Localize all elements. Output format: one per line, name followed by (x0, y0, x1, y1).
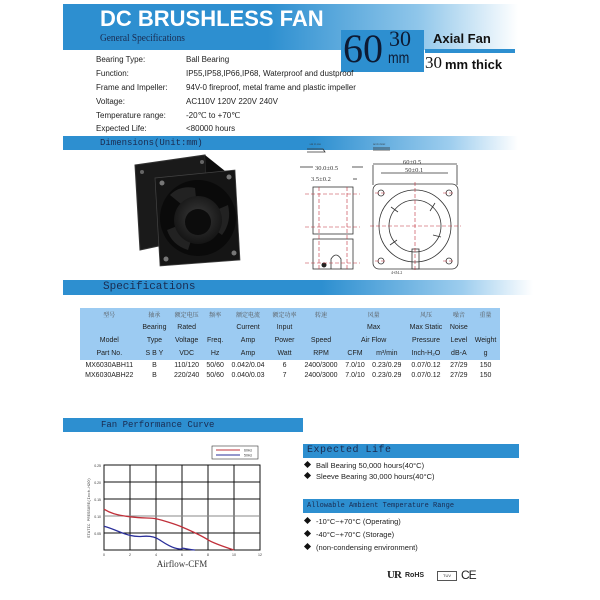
size-depth: 30 (389, 26, 411, 51)
size-unit: mm (388, 50, 410, 67)
svg-text:0.20: 0.20 (94, 481, 101, 485)
spec-value: AC110V 120V 220V 240V (186, 97, 278, 106)
airflow-label: AIR FLOW (309, 143, 322, 146)
svg-text:12: 12 (258, 553, 262, 557)
x-axis-label: Airflow-CFM (156, 559, 208, 569)
svg-text:3.5±0.2: 3.5±0.2 (311, 176, 331, 183)
tuv-cert-icon: TUV (437, 571, 457, 581)
svg-text:30.0±0.5: 30.0±0.5 (315, 165, 339, 172)
expected-life-heading: Expected Life (307, 445, 392, 456)
spec-row-temperature (96, 111, 240, 120)
spec-label: Voltage: (96, 97, 125, 106)
svg-text:60±0.5: 60±0.5 (403, 159, 422, 166)
col-header: 噪音 (447, 308, 472, 321)
col-header: 频率 (203, 308, 227, 321)
performance-section-bar (63, 418, 303, 432)
bullet-icon (304, 517, 311, 524)
bullet-icon (304, 461, 311, 468)
product-title: DC BRUSHLESS FAN (100, 6, 324, 31)
col-header: 重量 (471, 308, 500, 321)
thickness-number: 30 (425, 53, 442, 72)
svg-text:ROTATION: ROTATION (373, 143, 386, 146)
svg-text:10: 10 (232, 553, 236, 557)
performance-heading: Fan Performance Curve (101, 420, 215, 430)
table-header-row-units: Part No. S B Y VDC Hz Amp Watt RPM CFM m³/min Inch-H₂O dB-A g (80, 347, 500, 360)
list-item: -40°C~+70°C (Storage) (305, 530, 394, 539)
fan-type-label: Axial Fan (433, 31, 491, 46)
spec-value: -20℃ to +70℃ (186, 111, 241, 120)
spec-row-bearing (96, 55, 229, 64)
table-row: MX6030ABH22 B 220/240 50/60 0.040/0.03 7 2400/3000 7.0/10 0.23/0.29 0.07/0.12 27/29 150 (85, 371, 492, 379)
dimension-drawing (295, 137, 465, 277)
specifications-heading: Specifications (103, 281, 196, 293)
col-header: 额定功率 (269, 308, 300, 321)
svg-text:0.25: 0.25 (94, 464, 101, 468)
spec-row-function (96, 69, 353, 78)
spec-row-voltage (96, 97, 278, 106)
svg-text:4: 4 (155, 553, 157, 557)
col-header: 风量 (342, 308, 406, 321)
spec-value: <80000 hours (186, 124, 236, 133)
svg-text:50Hz: 50Hz (244, 453, 253, 458)
svg-text:4-Ø4.2: 4-Ø4.2 (391, 270, 403, 275)
svg-text:0: 0 (103, 553, 105, 557)
thickness-label: mm thick (445, 57, 503, 72)
list-item: -10°C~+70°C (Operating) (305, 517, 401, 526)
bullet-icon (304, 543, 311, 550)
spec-label: Function: (96, 69, 129, 78)
expected-life-bar (303, 444, 519, 458)
table-row: MX6030ABH11 B 110/120 50/60 0.042/0.04 6 2400/3000 7.0/10 0.23/0.29 0.07/0.12 27/29 150 (85, 361, 492, 369)
svg-text:0.05: 0.05 (94, 532, 101, 536)
bullet-icon (304, 530, 311, 537)
performance-chart (70, 440, 290, 570)
fan-product-image (110, 150, 250, 268)
specifications-table (80, 308, 500, 380)
spec-label: Frame and Impeller: (96, 83, 168, 92)
svg-text:0.10: 0.10 (94, 515, 101, 519)
table-header-row-2: Bearing Rated Current Input Max Max Static Noise (80, 321, 500, 334)
svg-text:8: 8 (207, 553, 209, 557)
table-header-row-cn (80, 308, 500, 321)
col-header: 轴承 (139, 308, 171, 321)
svg-text:0.15: 0.15 (94, 498, 101, 502)
ce-cert-icon: CE (461, 568, 476, 582)
svg-text:2: 2 (129, 553, 131, 557)
spec-row-frame (96, 83, 356, 92)
svg-text:50±0.1: 50±0.1 (405, 167, 424, 174)
list-item: (non-condensing environment) (305, 543, 418, 552)
table-header-row-3: Model Type Voltage Freq. Amp Power Speed Air Flow Pressure Level Weight (80, 334, 500, 347)
col-header: 转速 (300, 308, 342, 321)
list-item: Ball Bearing 50,000 hours(40°C) (305, 461, 424, 470)
col-header: 风压 (405, 308, 446, 321)
spec-label: Temperature range: (96, 111, 166, 120)
bullet-icon (304, 472, 311, 479)
spec-label: Expected Life: (96, 124, 147, 133)
col-header: 额定电流 (227, 308, 269, 321)
general-specs-heading: General Specifications (100, 32, 185, 44)
spec-value: IP55,IP58,IP66,IP68, Waterproof and dustproof (186, 69, 354, 78)
size-main: 60 (343, 26, 383, 71)
dimensions-heading: Dimensions(Unit:mm) (100, 138, 203, 148)
y-axis-label: STATIC PRESSURE(Inch-H2O) (88, 477, 92, 539)
col-header: 额定电压 (170, 308, 203, 321)
temperature-range-heading: Allowable Ambient Temperature Range (307, 502, 455, 510)
spec-label: Bearing Type: (96, 55, 146, 64)
ul-cert-icon: UR (387, 569, 401, 581)
col-header: 型号 (80, 308, 139, 321)
spec-value: 94V-0 fireproof, metal frame and plastic impeller (186, 83, 356, 92)
temperature-range-bar (303, 499, 519, 513)
curve-60hz (104, 509, 234, 550)
spec-value: Ball Bearing (186, 55, 230, 64)
curve-50hz (104, 526, 195, 550)
spec-row-life (96, 124, 235, 133)
svg-text:6: 6 (181, 553, 183, 557)
rohs-cert-icon: RoHS (405, 572, 425, 579)
list-item: Sleeve Bearing 30,000 hours(40°C) (305, 472, 435, 481)
svg-text:60Hz: 60Hz (244, 448, 253, 453)
specifications-section-bar (63, 280, 533, 295)
